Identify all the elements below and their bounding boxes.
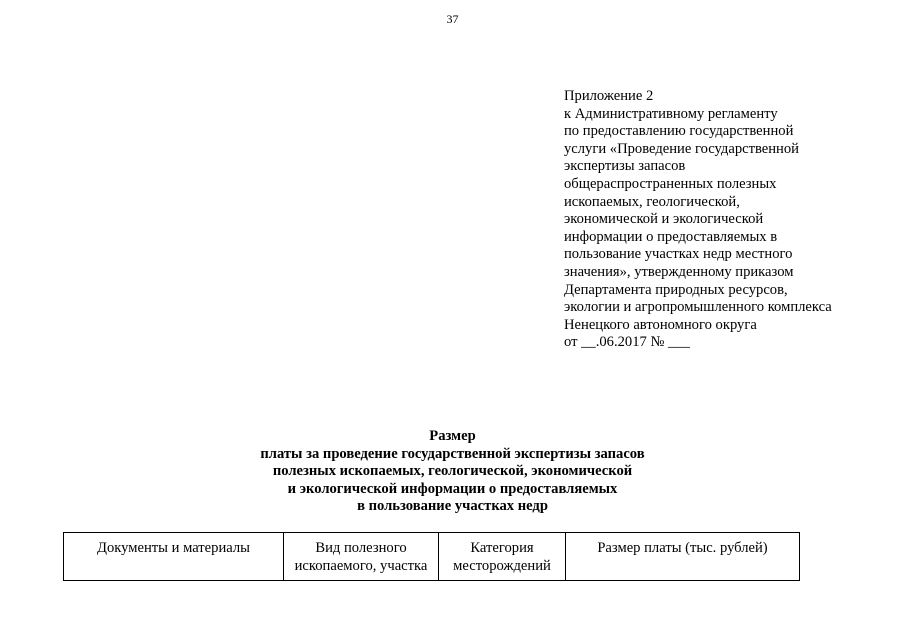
appendix-line: услуги «Проведение государственной — [564, 140, 799, 157]
fee-table — [63, 532, 800, 581]
header-deposit-category: Категория месторождений — [439, 533, 566, 581]
appendix-line: Департамента природных ресурсов, — [564, 281, 788, 298]
title-line: в пользование участках недр — [357, 498, 548, 515]
appendix-line: значения», утвержденному приказом — [564, 263, 794, 280]
title-line: платы за проведение государственной экспертизы запасов — [260, 445, 645, 462]
header-documents: Документы и материалы — [64, 533, 284, 581]
appendix-line: информации о предоставляемых в — [564, 228, 778, 245]
page-number: 37 — [446, 12, 459, 26]
appendix-line: пользование участках недр местного — [564, 246, 793, 263]
appendix-line: ископаемых, геологической, — [564, 193, 740, 210]
title-line: и экологической информации о предоставляемых — [287, 480, 618, 497]
header-fee-amount: Размер платы (тыс. рублей) — [566, 533, 800, 581]
appendix-line: Ненецкого автономного округа — [564, 316, 757, 333]
title-line: Размер — [429, 428, 476, 444]
appendix-line: Приложение 2 — [564, 88, 654, 104]
document-title — [0, 428, 905, 516]
appendix-line: по предоставлению государственной — [564, 123, 794, 140]
appendix-line: экспертизы запасов — [564, 158, 686, 175]
appendix-line: к Административному регламенту — [564, 105, 778, 122]
appendix-line: экологии и агропромышленного комплекса — [564, 299, 832, 316]
appendix-line: общераспространенных полезных — [564, 175, 777, 192]
header-mineral-type: Вид полезного ископаемого, участка — [284, 533, 439, 581]
title-line: полезных ископаемых, геологической, экономической — [272, 463, 633, 480]
appendix-heading — [564, 88, 864, 352]
table-header-row — [64, 533, 800, 581]
appendix-line: от __.06.2017 № ___ — [564, 334, 690, 351]
appendix-line: экономической и экологической — [564, 211, 764, 228]
